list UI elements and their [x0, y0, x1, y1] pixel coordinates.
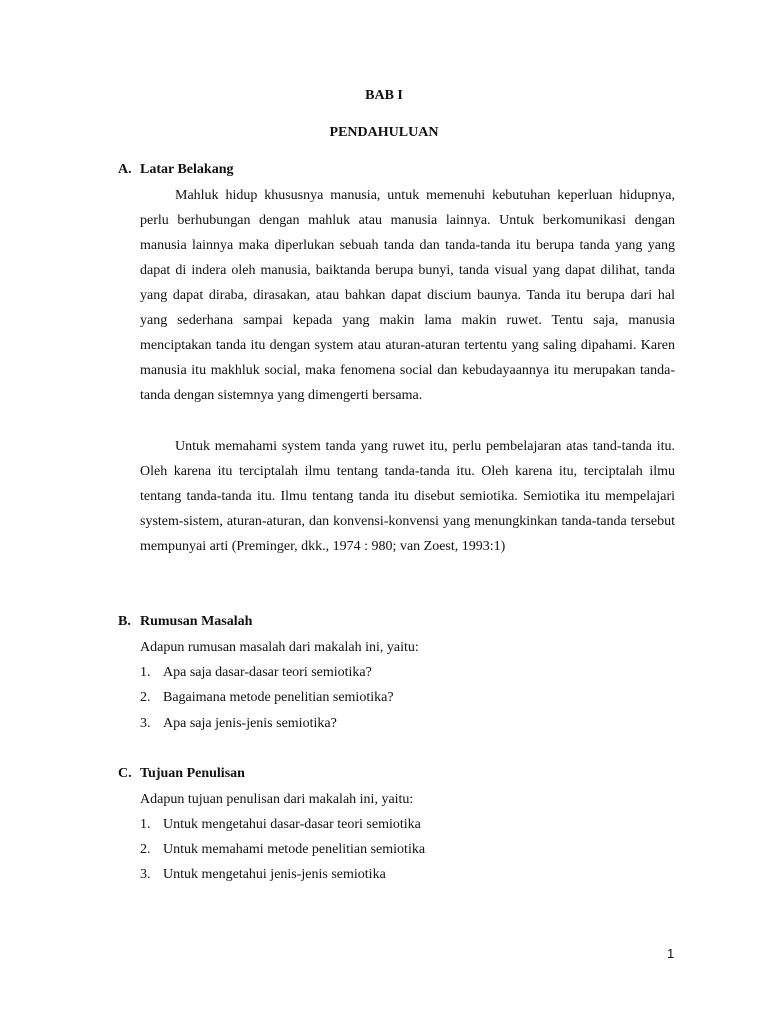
list-item-number: 3.	[140, 867, 151, 882]
section-a-letter: A.	[118, 162, 132, 177]
list-item-number: 2.	[140, 842, 151, 857]
list-item-text: Untuk memahami metode penelitian semiotika	[163, 842, 426, 857]
section-c-intro: Adapun tujuan penulisan dari makalah ini, yaitu:	[140, 792, 414, 807]
list-item	[140, 716, 337, 732]
list-item-number: 1.	[140, 665, 151, 680]
section-a-paragraph-2	[140, 434, 675, 559]
list-item-text: Apa saja dasar-dasar teori semiotika?	[163, 665, 372, 680]
section-b-intro: Adapun rumusan masalah dari makalah ini, yaitu:	[140, 640, 419, 655]
list-item-text: Untuk mengetahui dasar-dasar teori semiotika	[163, 817, 421, 832]
list-item-text: Bagaimana metode penelitian semiotika?	[163, 690, 394, 705]
list-item-number: 3.	[140, 716, 151, 731]
chapter-label: BAB I	[365, 88, 403, 103]
page-number: 1	[667, 946, 675, 961]
section-a-paragraph-1	[140, 183, 675, 408]
list-item-number: 2.	[140, 690, 151, 705]
section-c-letter: C.	[118, 766, 132, 781]
list-item	[140, 867, 386, 883]
paragraph-text: Mahluk hidup khususnya manusia, untuk memenuhi kebutuhan keperluan hidupnya, perlu berhubungan dengan mahluk atau manusia lainnya. Untuk berkomunikasi dengan manusia lainnya maka diperlukan sebuah tanda dan tanda-tanda itu berupa tanda yang yang dapat di indera oleh manusia, baiktanda berupa bunyi, tanda visual yang dapat dilihat, tanda yang dapat diraba, dirasakan, atau bahkan dapat discium baunya. Tanda itu berupa dari hal yang sederhana sampai kepada yang makin lama makin ruwet. Tentu saja, manusia menciptakan tanda itu dengan system atau aturan-aturan tertentu yang saling dipahami. Karen manusia itu makhluk social, maka fenomena social dan kebudayaannya itu merupakan tanda-tanda dengan sistemnya yang dimengerti bersama.	[140, 188, 675, 403]
list-item-text: Apa saja jenis-jenis semiotika?	[163, 716, 337, 731]
section-b-letter: B.	[118, 614, 131, 629]
list-item-text: Untuk mengetahui jenis-jenis semiotika	[163, 867, 386, 882]
list-item-number: 1.	[140, 817, 151, 832]
list-item	[140, 842, 425, 858]
section-c-title: Tujuan Penulisan	[140, 766, 245, 781]
section-a-title: Latar Belakang	[140, 162, 234, 177]
list-item	[140, 690, 394, 706]
section-c-heading	[118, 766, 245, 782]
paragraph-text: Untuk memahami system tanda yang ruwet itu, perlu pembelajaran atas tand-tanda itu. Oleh karena itu terciptalah ilmu tentang tanda-tanda itu. Oleh karena itu, terciptalah ilmu tentang tanda-tanda itu. Ilmu tentang tanda itu disebut semiotika. Semiotika itu mempelajari system-sistem, aturan-aturan, dan konvensi-konvensi yang menungkinkan tanda-tanda tersebut mempunyai arti (Preminger, dkk., 1974 : 980; van Zoest, 1993:1)	[140, 439, 675, 554]
chapter-title: PENDAHULUAN	[329, 125, 439, 140]
list-item	[140, 817, 421, 833]
section-b-title: Rumusan Masalah	[140, 614, 253, 629]
list-item	[140, 665, 372, 681]
section-a-heading	[118, 162, 233, 178]
section-b-heading	[118, 614, 252, 630]
